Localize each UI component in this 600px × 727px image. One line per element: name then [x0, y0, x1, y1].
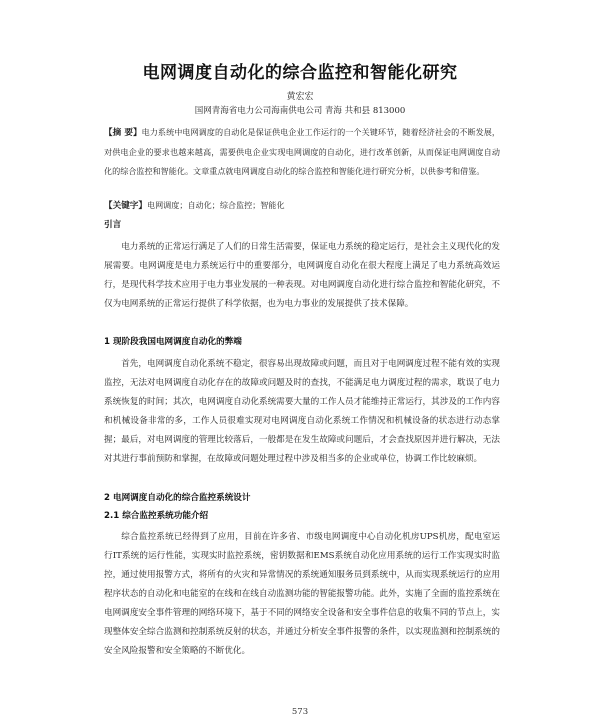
paper-title: 电网调度自动化的综合监控和智能化研究	[142, 63, 458, 83]
abstract	[104, 123, 500, 181]
intro-paragraph: 电力系统的正常运行满足了人们的日常生活需要，保证电力系统的稳定运行，是社会主义现代化的发展需要。电网调度是电力系统运行中的重要部分，电网调度自动化在很大程度上满足了电力系统高效运行，是现代科学技术应用于电力事业发展的一种表现。对电网调度自动化进行综合监控和智能化研究，不仅为电网系统的正常运行提供了科学依据，也为电力事业的发展提供了技术保障。	[104, 242, 500, 309]
section-2-1-heading: 2.1 综合监控系统功能介绍	[104, 511, 209, 521]
keywords-label: 【关键字】	[104, 201, 147, 211]
page-number: 573	[291, 707, 309, 717]
section-1-paragraph: 首先，电网调度自动化系统不稳定，很容易出现故障或问题，而且对于电网调度过程不能有效的实现监控，无法对电网调度自动化存在的故障或问题及时的查找，不能满足电力调度过程的需求，耽误了电力系统恢复的时间；其次，电网调度自动化系统需要大量的工作人员才能维持正常运行，其涉及的工作内容和机械设备非常的多，工作人员很难实现对电网调度自动化系统工作情况和机械设备的状态进行动态掌握；最后，对电网调度的管理比较落后，一般都是在发生故障或问题后，才会查找原因并进行解决，无法对其进行事前预防和掌握，在故障或问题处理过程中涉及相当多的企业或单位，协调工作比较麻烦。	[104, 359, 500, 464]
keywords	[104, 196, 500, 216]
paper-author: 黄宏宏	[286, 92, 314, 102]
section-2-1-paragraph: 综合监控系统已经得到了应用，目前在许多省、市级电网调度中心自动化机房UPS机房，配电室运行IT系统的运行性能，实现实时监控系统，密钥数据和EMS系统自动化应用系统的运行工作实现实时监控，通过使用报警方式，将所有的火灾和异常情况的系统通知服务员到系统中，从而实现系统运行的应用程序状态的自动化和电能室的在线和在线自动监测功能的智能报警功能。此外，实施了全面的监控系统在电网调度安全事件管理的网络环境下，基于不同的网络安全设备和安全事件信息的收集不同的节点上，实现整体安全综合监测和控制系统反射的状态，并通过分析安全事件报警的条件，以实现监测和控制系统的安全风险报警和安全策略的不断优化。	[104, 532, 500, 656]
section-1-heading: 1 现阶段我国电网调度自动化的弊端	[104, 337, 242, 347]
keywords-text: 电网调度；自动化；综合监控；智能化	[146, 200, 285, 210]
intro-heading: 引言	[104, 220, 122, 230]
abstract-label: 【摘 要】	[104, 128, 142, 138]
abstract-text: 电力系统中电网调度的自动化是保证供电企业工作运行的一个关键环节，随着经济社会的不断发展，对供电企业的要求也越来越高，需要供电企业实现电网调度的自动化，进行改革创新，从而保证电网调度自动化的综合监控和智能化。文章重点就电网调度自动化的综合监控和智能化进行研究分析，以供参考和借鉴。	[104, 127, 500, 176]
paper-affiliation: 国网青海省电力公司海南供电公司 青海 共和县 813000	[194, 106, 406, 116]
section-2-heading: 2 电网调度自动化的综合监控系统设计	[104, 493, 251, 503]
